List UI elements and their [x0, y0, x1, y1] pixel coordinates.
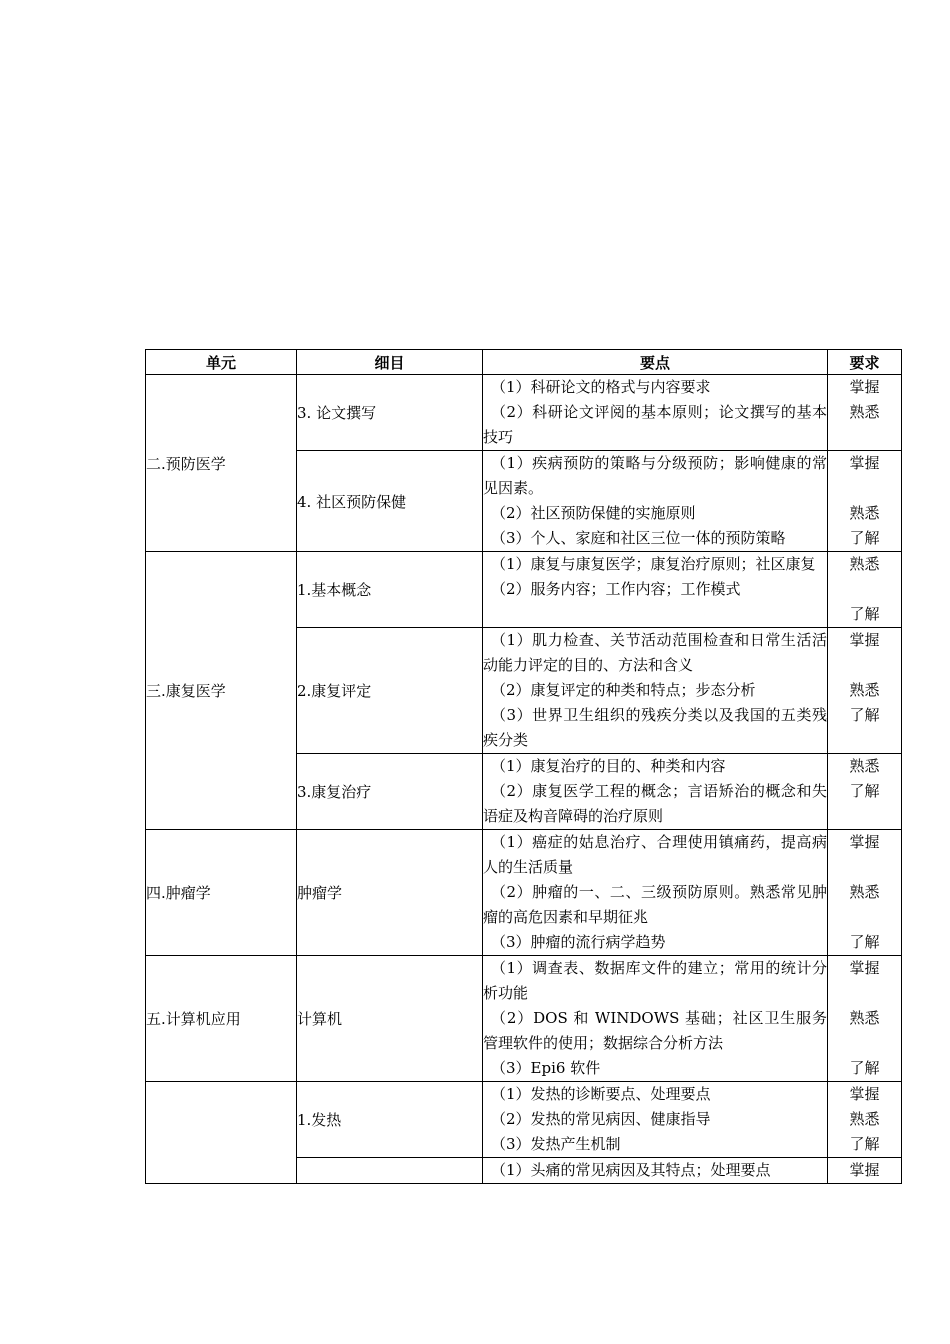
points-cell [483, 754, 828, 830]
requirement-cell [828, 451, 902, 552]
requirement-label: 熟悉 [849, 403, 880, 421]
item-cell [297, 1158, 483, 1184]
requirement-label: 熟悉 [849, 1009, 880, 1027]
points-cell [483, 830, 828, 956]
table-row [146, 956, 902, 1082]
item-cell: 肿瘤学 [297, 830, 483, 956]
table-row [146, 830, 902, 956]
table-row [146, 552, 902, 628]
point-text: （1）康复治疗的目的、种类和内容 [491, 757, 726, 775]
requirement-label: 熟悉 [849, 757, 880, 775]
requirement-cell [828, 628, 902, 754]
table-row [146, 1082, 902, 1158]
header-points: 要点 [483, 350, 828, 375]
point-text: （1）癌症的姑息治疗、合理使用镇痛药，提高病人的生活质量 [483, 833, 827, 876]
requirement-label: 了解 [849, 933, 880, 951]
requirement-label [828, 1031, 901, 1056]
unit-cell: 二.预防医学 [146, 375, 297, 552]
requirement-label [828, 981, 901, 1006]
point-text: （1）调查表、数据库文件的建立；常用的统计分析功能 [483, 959, 827, 1002]
points-cell [483, 451, 828, 552]
requirement-label [828, 855, 901, 880]
requirement-label [828, 476, 901, 501]
item-cell: 3. 论文撰写 [297, 375, 483, 451]
point-text: （3）发热产生机制 [491, 1135, 621, 1153]
requirement-label [828, 577, 901, 602]
point-text: （1）康复与康复医学；康复治疗原则；社区康复 [491, 555, 816, 573]
point-text: （3）世界卫生组织的残疾分类以及我国的五类残疾分类 [483, 706, 827, 749]
requirement-cell [828, 830, 902, 956]
item-cell: 3.康复治疗 [297, 754, 483, 830]
point-text: （2）社区预防保健的实施原则 [491, 504, 696, 522]
point-text: （2）发热的常见病因、健康指导 [491, 1110, 711, 1128]
requirement-label: 了解 [849, 782, 880, 800]
point-text: （1）科研论文的格式与内容要求 [491, 378, 711, 396]
requirement-cell [828, 552, 902, 628]
points-cell [483, 1158, 828, 1184]
requirement-label: 熟悉 [849, 1110, 880, 1128]
unit-cell: 五.计算机应用 [146, 956, 297, 1082]
point-text: （2）DOS 和 WINDOWS 基础；社区卫生服务管理软件的使用；数据综合分析方法 [483, 1009, 827, 1052]
point-text: （2）康复医学工程的概念；言语矫治的概念和失语症及构音障碍的治疗原则 [483, 782, 827, 825]
requirement-label: 掌握 [849, 959, 880, 977]
points-cell [483, 956, 828, 1082]
item-cell: 2.康复评定 [297, 628, 483, 754]
point-text: （1）肌力检查、关节活动范围检查和日常生活活动能力评定的目的、方法和含义 [483, 631, 827, 674]
requirement-label: 掌握 [849, 1161, 880, 1179]
header-requirement: 要求 [828, 350, 902, 375]
requirement-label: 掌握 [849, 1085, 880, 1103]
header-unit: 单元 [146, 350, 297, 375]
table-row [146, 375, 902, 451]
requirement-cell [828, 1158, 902, 1184]
points-cell [483, 552, 828, 628]
item-cell: 1.发热 [297, 1082, 483, 1158]
header-item: 细目 [297, 350, 483, 375]
requirement-label: 掌握 [849, 631, 880, 649]
requirement-label: 掌握 [849, 833, 880, 851]
requirement-label [828, 425, 901, 450]
requirement-label [828, 905, 901, 930]
item-cell: 计算机 [297, 956, 483, 1082]
requirement-label: 了解 [849, 706, 880, 724]
requirement-label: 了解 [849, 1135, 880, 1153]
point-text: （3）Epi6 软件 [491, 1059, 601, 1077]
unit-cell: 三.康复医学 [146, 552, 297, 830]
requirement-label: 掌握 [849, 454, 880, 472]
point-text: （1）疾病预防的策略与分级预防；影响健康的常见因素。 [483, 454, 827, 497]
item-cell: 1.基本概念 [297, 552, 483, 628]
requirement-label [828, 804, 901, 829]
requirement-cell [828, 754, 902, 830]
requirement-label: 熟悉 [849, 883, 880, 901]
syllabus-table [145, 349, 902, 1184]
item-cell: 4. 社区预防保健 [297, 451, 483, 552]
unit-cell: 四.肿瘤学 [146, 830, 297, 956]
point-text: （2）科研论文评阅的基本原则；论文撰写的基本技巧 [483, 403, 827, 446]
requirement-label: 了解 [849, 605, 880, 623]
requirement-label: 熟悉 [849, 504, 880, 522]
requirement-label: 了解 [849, 529, 880, 547]
point-text: （2）肿瘤的一、二、三级预防原则。熟悉常见肿瘤的高危因素和早期征兆 [483, 883, 827, 926]
requirement-cell [828, 375, 902, 451]
requirement-label: 熟悉 [849, 555, 880, 573]
requirement-label [828, 728, 901, 753]
header-row [146, 350, 902, 375]
points-cell [483, 628, 828, 754]
point-text: （1）头痛的常见病因及其特点；处理要点 [491, 1161, 771, 1179]
point-text: （1）发热的诊断要点、处理要点 [491, 1085, 711, 1103]
point-text: （3）个人、家庭和社区三位一体的预防策略 [491, 529, 786, 547]
point-text: （2）服务内容；工作内容；工作模式 [491, 580, 741, 598]
requirement-label: 熟悉 [849, 681, 880, 699]
points-cell [483, 375, 828, 451]
point-text: （3）肿瘤的流行病学趋势 [491, 933, 666, 951]
points-cell [483, 1082, 828, 1158]
requirement-cell [828, 1082, 902, 1158]
point-text: （2）康复评定的种类和特点；步态分析 [491, 681, 756, 699]
requirement-label [828, 653, 901, 678]
requirement-label: 掌握 [849, 378, 880, 396]
requirement-label: 了解 [849, 1059, 880, 1077]
unit-cell [146, 1082, 297, 1184]
requirement-cell [828, 956, 902, 1082]
